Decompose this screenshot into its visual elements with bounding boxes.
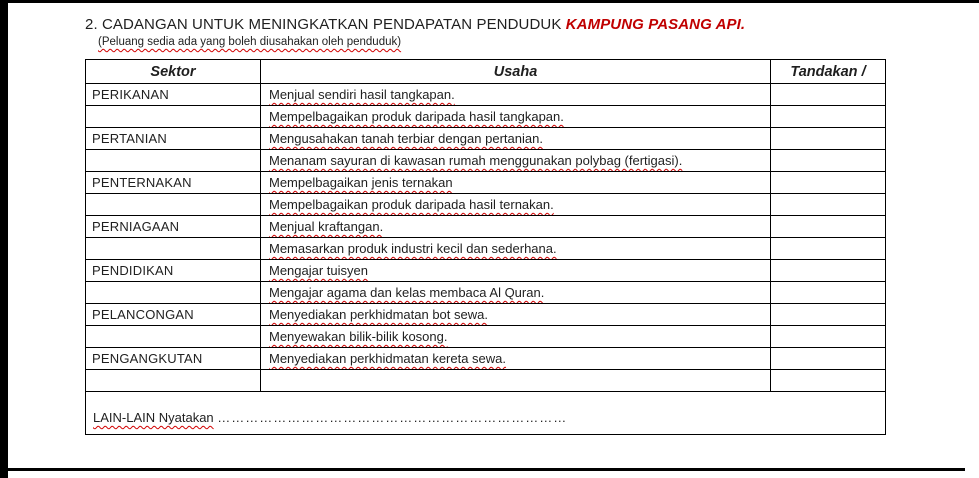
- usaha-cell: [261, 172, 771, 194]
- tandakan-cell[interactable]: [771, 260, 886, 282]
- table-row: [86, 172, 886, 194]
- table-row: [86, 216, 886, 238]
- tandakan-cell[interactable]: [771, 238, 886, 260]
- usaha-text: Menjual kraftangan.: [269, 219, 384, 234]
- usaha-cell: [261, 150, 771, 172]
- document-page: [85, 16, 905, 435]
- sektor-cell: PERIKANAN: [86, 84, 261, 106]
- sektor-cell: PENGANGKUTAN: [86, 348, 261, 370]
- col-header-tandakan: Tandakan /: [771, 60, 886, 84]
- tandakan-cell[interactable]: [771, 128, 886, 150]
- usaha-text: Mengajar agama dan kelas membaca Al Quran.: [269, 285, 545, 300]
- table-row: [86, 326, 886, 348]
- usaha-text: Mengusahakan tanah terbiar dengan pertanian.: [269, 131, 543, 146]
- usaha-text: Mempelbagaikan jenis ternakan: [269, 175, 453, 190]
- header-row: [86, 60, 886, 84]
- tandakan-cell[interactable]: [771, 216, 886, 238]
- sektor-cell: [86, 194, 261, 216]
- usaha-text: Mempelbagaikan produk daripada hasil ternakan.: [269, 197, 554, 212]
- col-header-sektor: Sektor: [86, 60, 261, 84]
- lain-lain-label: LAIN-LAIN Nyatakan: [93, 410, 214, 425]
- usaha-cell: [261, 260, 771, 282]
- tandakan-cell[interactable]: [771, 172, 886, 194]
- title-text: 2. CADANGAN UNTUK MENINGKATKAN PENDAPATAN PENDUDUK: [85, 16, 566, 33]
- table-row: [86, 238, 886, 260]
- usaha-cell: [261, 304, 771, 326]
- tandakan-cell[interactable]: [771, 194, 886, 216]
- tandakan-cell[interactable]: [771, 348, 886, 370]
- tandakan-cell[interactable]: [771, 370, 886, 392]
- usaha-text: Mengajar tuisyen: [269, 263, 368, 278]
- table-row: [86, 194, 886, 216]
- sektor-cell: [86, 106, 261, 128]
- tandakan-cell[interactable]: [771, 282, 886, 304]
- usaha-text: Menjual sendiri hasil tangkapan.: [269, 87, 455, 102]
- document-subtitle: (Peluang sedia ada yang boleh diusahakan oleh penduduk): [98, 36, 402, 48]
- tandakan-cell[interactable]: [771, 150, 886, 172]
- usaha-text: Mempelbagaikan produk daripada hasil tangkapan.: [269, 109, 564, 124]
- usaha-text: Menyewakan bilik-bilik kosong.: [269, 329, 448, 344]
- sektor-cell: PERNIAGAAN: [86, 216, 261, 238]
- lain-lain-cell: [86, 392, 886, 435]
- page-bottom-border: [0, 468, 965, 471]
- sektor-cell: [86, 326, 261, 348]
- table-row: [86, 150, 886, 172]
- sektor-cell: PERTANIAN: [86, 128, 261, 150]
- table-row: [86, 282, 886, 304]
- sector-table: [85, 59, 886, 435]
- usaha-cell: [261, 194, 771, 216]
- sektor-cell: PENTERNAKAN: [86, 172, 261, 194]
- usaha-cell: [261, 370, 771, 392]
- col-header-usaha: Usaha: [261, 60, 771, 84]
- tandakan-cell[interactable]: [771, 326, 886, 348]
- usaha-text: Menyediakan perkhidmatan bot sewa.: [269, 307, 488, 322]
- title-highlight: KAMPUNG PASANG API.: [565, 16, 746, 33]
- usaha-cell: [261, 84, 771, 106]
- sektor-cell: [86, 282, 261, 304]
- usaha-cell: [261, 128, 771, 150]
- page-left-border: [0, 0, 8, 478]
- sektor-cell: [86, 150, 261, 172]
- table-row: [86, 106, 886, 128]
- usaha-cell: [261, 326, 771, 348]
- table-row: [86, 348, 886, 370]
- tandakan-cell[interactable]: [771, 106, 886, 128]
- usaha-cell: [261, 106, 771, 128]
- tandakan-cell[interactable]: [771, 304, 886, 326]
- usaha-cell: [261, 348, 771, 370]
- sektor-cell: [86, 370, 261, 392]
- table-row: [86, 304, 886, 326]
- usaha-text: Menyediakan perkhidmatan kereta sewa.: [269, 351, 507, 366]
- table-row: [86, 370, 886, 392]
- usaha-cell: [261, 238, 771, 260]
- tandakan-cell[interactable]: [771, 84, 886, 106]
- usaha-text: Memasarkan produk industri kecil dan sederhana.: [269, 241, 557, 256]
- usaha-cell: [261, 216, 771, 238]
- table-row: [86, 84, 886, 106]
- sektor-cell: PELANCONGAN: [86, 304, 261, 326]
- usaha-text: Menanam sayuran di kawasan rumah menggunakan polybag (fertigasi).: [269, 153, 683, 168]
- table-row: [86, 128, 886, 150]
- sektor-cell: [86, 238, 261, 260]
- document-title: [85, 16, 905, 33]
- sektor-cell: PENDIDIKAN: [86, 260, 261, 282]
- page-top-border: [0, 0, 979, 3]
- lain-lain-row: [86, 392, 886, 435]
- dotted-line: …………………………………………………………………: [217, 410, 568, 425]
- usaha-cell: [261, 282, 771, 304]
- table-row: [86, 260, 886, 282]
